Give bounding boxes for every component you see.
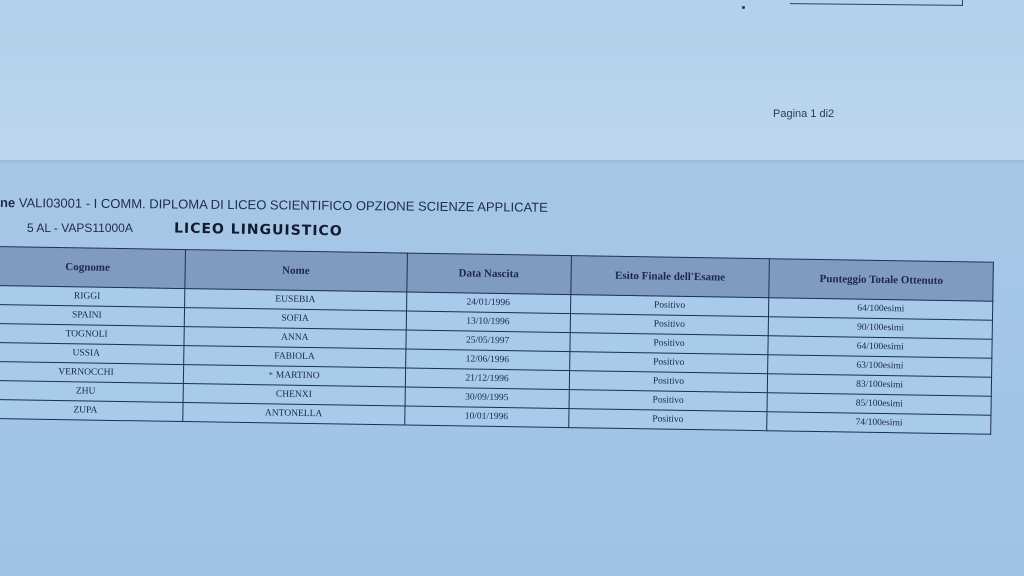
cell-cognome: ZUPA — [0, 399, 183, 421]
cell-punteggio: 85/100esimi — [767, 393, 991, 416]
cell-esito: Positivo — [570, 295, 769, 317]
cell-data-nascita: 24/01/1996 — [406, 292, 570, 314]
cell-cognome: USSIA — [0, 342, 184, 364]
results-table — [0, 246, 994, 435]
cell-esito: Positivo — [570, 314, 769, 336]
class-code: 5 AL - VAPS11000A — [27, 221, 133, 235]
asterisk-mark: * — [268, 370, 273, 380]
cell-data-nascita: 12/06/1996 — [405, 349, 569, 371]
cell-punteggio: 90/100esimi — [769, 317, 993, 340]
cell-nome: CHENXI — [183, 384, 405, 406]
cell-punteggio: 74/100esimi — [767, 412, 991, 435]
cell-data-nascita: 10/01/1996 — [404, 406, 568, 428]
results-table-wrapper — [0, 246, 994, 435]
cell-data-nascita: 30/09/1995 — [405, 387, 569, 409]
column-header-esito: Esito Finale dell'Esame — [570, 256, 769, 298]
cell-esito: Positivo — [568, 409, 767, 431]
column-header-cognome: Cognome — [0, 247, 185, 289]
cell-nome: ANTONELLA — [183, 403, 405, 425]
heading-text: VALI03001 - I COMM. DIPLOMA DI LICEO SCIENTIFICO OPZIONE SCIENZE APPLICATE — [18, 195, 548, 215]
cell-cognome: VERNOCCHI — [0, 361, 184, 383]
cell-cognome: SPAINI — [0, 305, 184, 327]
cell-cognome: RIGGI — [0, 286, 185, 308]
page-number: Pagina 1 di2 — [773, 108, 835, 120]
cell-esito: Positivo — [569, 371, 768, 393]
cell-nome: FABIOLA — [184, 346, 406, 368]
cell-nome-text: MARTINO — [275, 370, 320, 382]
cell-data-nascita: 13/10/1996 — [406, 311, 570, 333]
cell-esito: Positivo — [569, 352, 768, 374]
cell-nome: ANNA — [184, 327, 406, 349]
heading-prefix: ne — [0, 195, 16, 211]
cell-cognome: ZHU — [0, 380, 183, 402]
cell-esito: Positivo — [569, 333, 768, 355]
ink-dot — [742, 6, 745, 9]
handwritten-note: LICEO LINGUISTICO — [173, 220, 343, 240]
cell-data-nascita: 21/12/1996 — [405, 368, 569, 390]
cell-punteggio: 64/100esimi — [769, 298, 993, 321]
cell-esito: Positivo — [569, 390, 768, 412]
previous-page — [0, 0, 1024, 162]
cell-punteggio: 63/100esimi — [768, 355, 992, 378]
cell-nome: EUSEBIA — [184, 289, 406, 311]
cell-nome: SOFIA — [184, 308, 406, 330]
column-header-nome: Nome — [185, 250, 407, 292]
cell-punteggio: 83/100esimi — [768, 374, 992, 397]
column-header-data-nascita: Data Nascita — [406, 253, 571, 295]
cell-data-nascita: 25/05/1997 — [405, 330, 569, 352]
previous-page-table-border — [790, 0, 963, 6]
cell-punteggio: 64/100esimi — [768, 336, 992, 359]
column-header-punteggio: Punteggio Totale Ottenuto — [769, 259, 993, 302]
cell-cognome: TOGNOLI — [0, 323, 184, 345]
